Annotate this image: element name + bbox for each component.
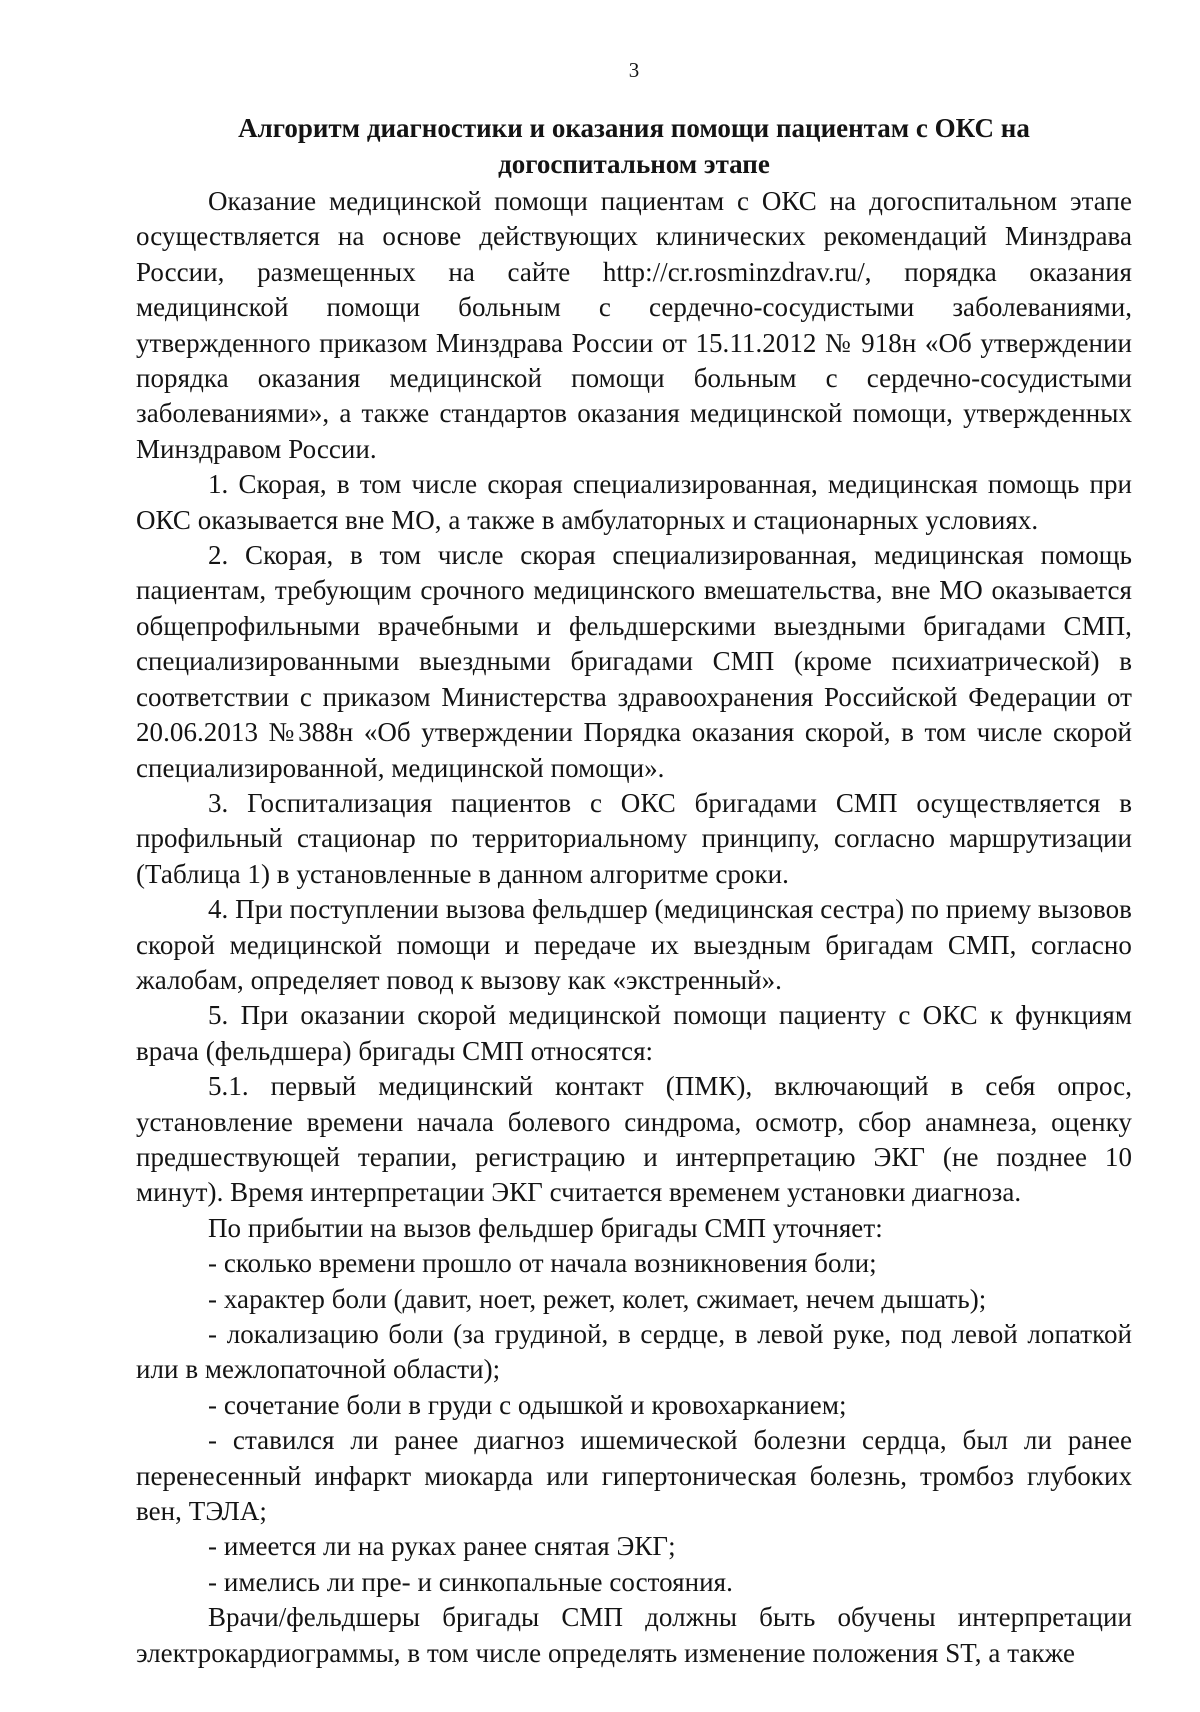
list-item-dyspnea: - сочетание боли в груди с одышкой и кровохарканием; (208, 1389, 847, 1420)
paragraph-item-5-1: 5.1. первый медицинский контакт (ПМК), включающий в себя опрос, установление времени начала болевого синдрома, осмотр, сбор анамнеза, оценку предшествующей терапии, регистрацию и интерпретацию ЭКГ (не позднее 10 минут). Время интерпретации ЭКГ считается временем установки диагноза. (136, 1071, 1132, 1208)
list-item-prior-ecg: - имеется ли на руках ранее снятая ЭКГ; (208, 1531, 676, 1562)
paragraph-item-1: 1. Скорая, в том числе скорая специализированная, медицинская помощь при ОКС оказывается вне МО, а также в амбулаторных и стационарных условиях. (136, 469, 1132, 535)
document-page (136, 52, 1132, 1671)
paragraph-item-4: 4. При поступлении вызова фельдшер (медицинская сестра) по приему вызовов скорой медицинской помощи и передаче их выездным бригадам СМП, согласно жалобам, определяет повод к вызову как «экстренный». (136, 894, 1132, 995)
paragraph-arrival: По прибытии на вызов фельдшер бригады СМП уточняет: (208, 1212, 883, 1243)
paragraph-item-2: 2. Скорая, в том числе скорая специализированная, медицинская помощь пациентам, требующим срочного медицинского вмешательства, вне МО оказывается общепрофильными врачебными и фельдшерскими выездными бригадами СМП, специализированными выездными бригадами СМП (кроме психиатрической) в соответствии с приказом Министерства здравоохранения Российской Федерации от 20.06.2013 №388н «Об утверждении Порядка оказания скорой, в том числе скорой специализированной, медицинской помощи». (136, 540, 1132, 783)
list-item-pain-location: - локализацию боли (за грудиной, в сердце, в левой руке, под левой лопаткой или в межлопаточной области); (136, 1319, 1132, 1385)
paragraph-intro: Оказание медицинской помощи пациентам с ОКС на догоспитальном этапе осуществляется на основе действующих клинических рекомендаций Минздрава России, размещенных на сайте http://cr.rosminzdrav.ru/, порядка оказания медицинской помощи больным с сердечно-сосудистыми заболеваниями, утвержденного приказом Минздрава России от 15.11.2012 № 918н «Об утверждении порядка оказания медицинской помощи больным с сердечно-сосудистыми заболеваниями», а также стандартов оказания медицинской помощи, утвержденных Минздравом России. (136, 186, 1132, 464)
paragraph-item-5: 5. При оказании скорой медицинской помощи пациенту с ОКС к функциям врача (фельдшера) бригады СМП относятся: (136, 1000, 1132, 1066)
list-item-pain-character: - характер боли (давит, ноет, режет, колет, сжимает, нечем дышать); (208, 1283, 987, 1314)
document-body (136, 184, 1132, 1671)
paragraph-training: Врачи/фельдшеры бригады СМП должны быть обучены интерпретации электрокардиограммы, в том числе определять изменение положения ST, а также (136, 1602, 1132, 1668)
list-item-history: - ставился ли ранее диагноз ишемической болезни сердца, был ли ранее перенесенный инфаркт миокарда или гипертоническая болезнь, тромбоз глубоких вен, ТЭЛА; (136, 1425, 1132, 1527)
list-item-time: - сколько времени прошло от начала возникновения боли; (208, 1248, 877, 1279)
document-title: Алгоритм диагностики и оказания помощи пациентам с ОКС на догоспитальном этапе (238, 113, 1030, 179)
list-item-syncope: - имелись ли пре- и синкопальные состояния. (208, 1566, 733, 1597)
page-number: 3 (628, 58, 640, 82)
paragraph-item-3: 3. Госпитализация пациентов с ОКС бригадами СМП осуществляется в профильный стационар по территориальному принципу, согласно маршрутизации (Таблица 1) в установленные в данном алгоритме сроки. (136, 787, 1132, 889)
